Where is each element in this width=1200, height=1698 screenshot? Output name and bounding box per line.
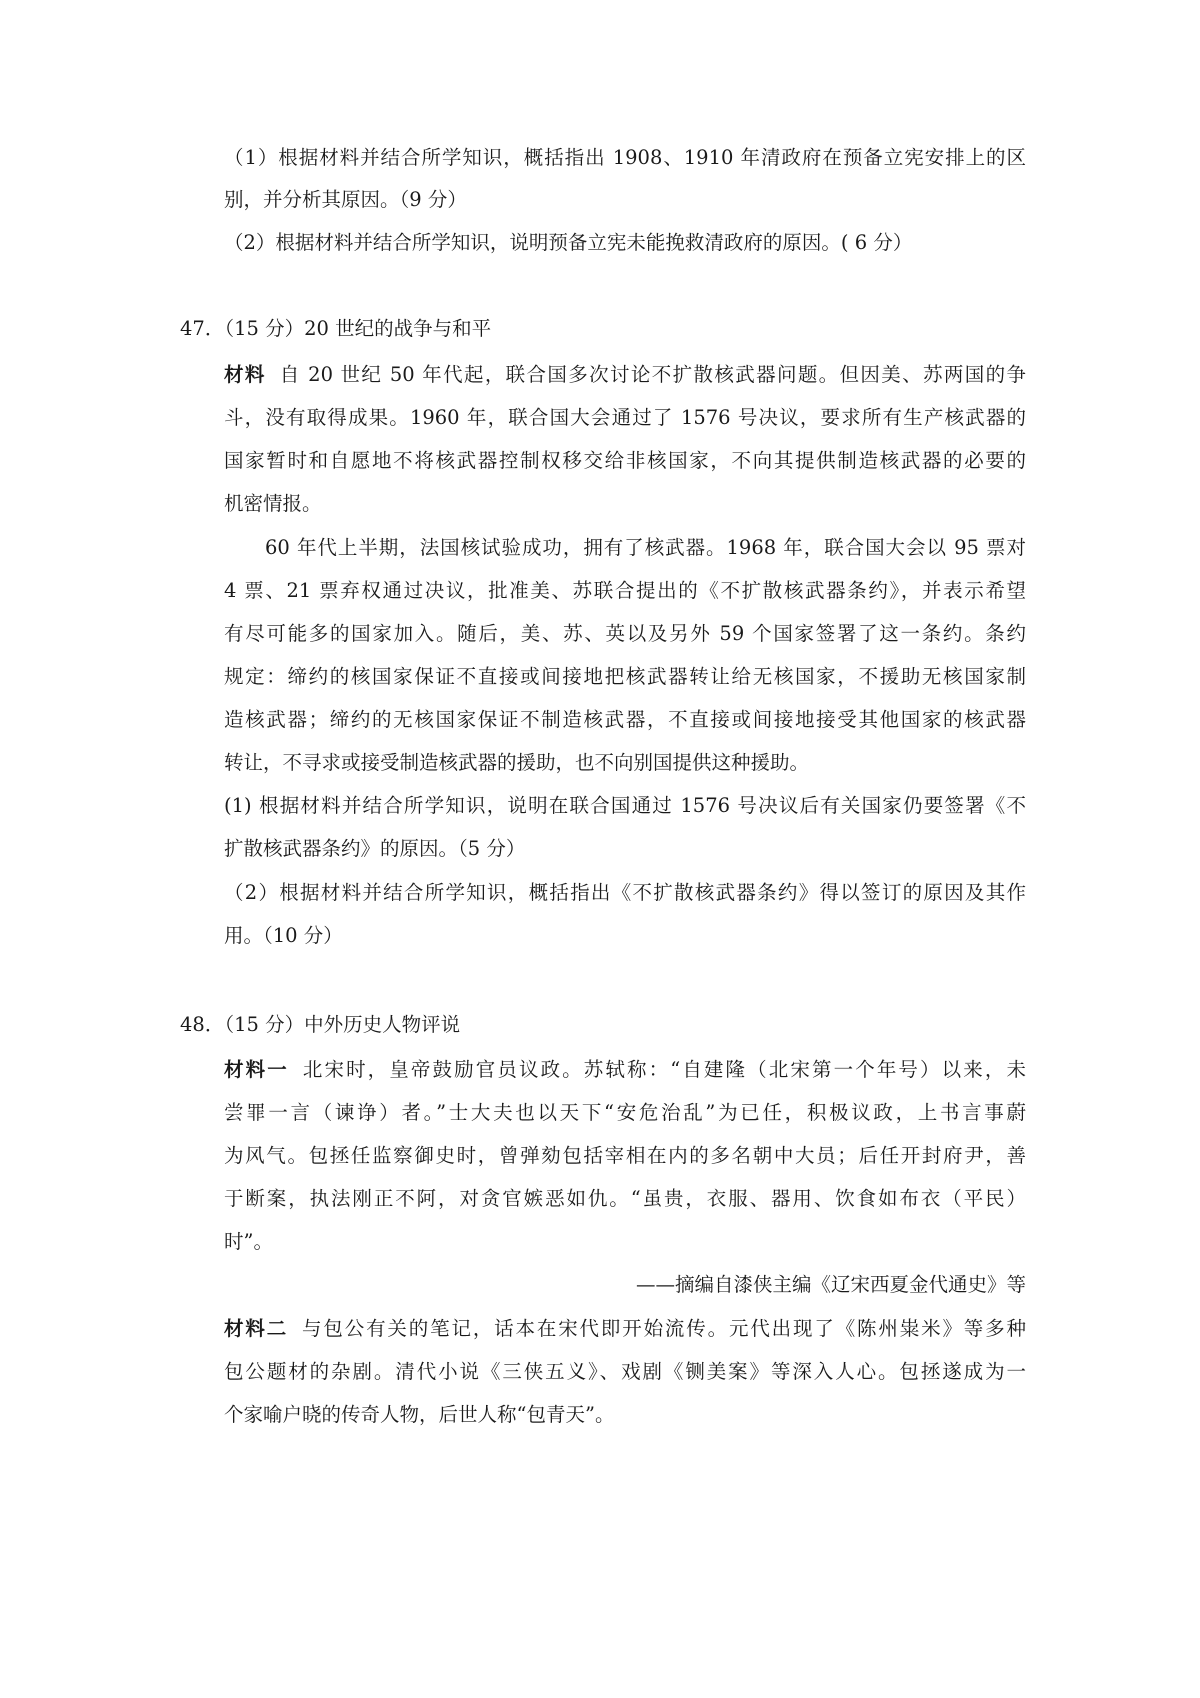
q47-material-p2-line4: 规定：缔约的核国家保证不直接或间接地把核武器转让给无核国家，不援助无核国家制 (224, 665, 1026, 688)
q48-material1-line2: 尝罪一言（谏诤）者。”士大夫也以天下“安危治乱”为已任，积极议政，上书言事蔚 (224, 1101, 1026, 1124)
q47-material-line1 (224, 361, 1026, 389)
q46-sub1-line2: 别，并分析其原因。（9 分） (224, 188, 467, 211)
q48-material2-line1 (224, 1315, 1026, 1343)
q47-material-text: 自 20 世纪 50 年代起，联合国多次讨论不扩散核武器问题。但因美、苏两国的争 (279, 363, 1026, 386)
q48-material1-line3: 为风气。包拯任监察御史时，曾弹劾包括宰相在内的多名朝中大员；后任开封府尹，善 (224, 1144, 1026, 1167)
q48-material2-line3: 个家喻户晓的传奇人物，后世人称“包青天”。 (224, 1403, 615, 1426)
q48-material1-label: 材料一 (224, 1058, 289, 1081)
q48-material2-line2: 包公题材的杂剧。清代小说《三侠五义》、戏剧《铡美案》等深入人心。包拯遂成为一 (224, 1360, 1026, 1383)
q47-material-p2-line6: 转让，不寻求或接受制造核武器的援助，也不向别国提供这种援助。 (224, 751, 810, 774)
q48-heading: 48．（15 分）中外历史人物评说 (180, 1013, 461, 1036)
q47-material-p2-line3: 有尽可能多的国家加入。随后，美、苏、英以及另外 59 个国家签署了这一条约。条约 (224, 622, 1026, 645)
q46-sub2-line1: （2）根据材料并结合所学知识，说明预备立宪未能挽救清政府的原因。( 6 分） (224, 231, 913, 254)
q46-sub1-line1: （1）根据材料并结合所学知识，概括指出 1908、1910 年清政府在预备立宪安排上的区 (224, 146, 1026, 169)
q47-material-label: 材料 (224, 363, 266, 386)
q48-material1-line5: 时”。 (224, 1230, 273, 1253)
q47-material-line2: 斗，没有取得成果。1960 年，联合国大会通过了 1576 号决议，要求所有生产核武器的 (224, 406, 1026, 429)
q48-material1-line1 (224, 1056, 1026, 1084)
q47-heading: 47．（15 分）20 世纪的战争与和平 (180, 317, 492, 340)
q47-sub2-line2: 用。（10 分） (224, 924, 343, 947)
q48-material2-label: 材料二 (224, 1317, 289, 1340)
q48-material1-source: ——摘编自漆侠主编《辽宋西夏金代通史》等 (635, 1273, 1026, 1296)
q47-material-line4: 机密情报。 (224, 492, 322, 515)
q48-material2-text: 与包公有关的笔记，话本在宋代即开始流传。元代出现了《陈州粜米》等多种 (302, 1317, 1026, 1340)
q48-material1-line4: 于断案，执法刚正不阿，对贪官嫉恶如仇。“虽贵，衣服、器用、饮食如布衣（平民） (224, 1187, 1026, 1210)
q47-sub1-line1: (1) 根据材料并结合所学知识，说明在联合国通过 1576 号决议后有关国家仍要签署《不 (224, 794, 1026, 817)
q47-material-line3: 国家暂时和自愿地不将核武器控制权移交给非核国家，不向其提供制造核武器的必要的 (224, 449, 1026, 472)
q48-material1-text: 北宋时，皇帝鼓励官员议政。苏轼称：“自建隆（北宋第一个年号）以来，未 (302, 1058, 1026, 1081)
q47-material-p2-line2: 4 票、21 票弃权通过决议，批准美、苏联合提出的《不扩散核武器条约》，并表示希望 (224, 579, 1026, 602)
q47-material-p2-line5: 造核武器；缔约的无核国家保证不制造核武器，不直接或间接地接受其他国家的核武器 (224, 708, 1026, 731)
q47-sub1-line2: 扩散核武器条约》的原因。（5 分） (224, 837, 526, 860)
q47-sub2-line1: （2）根据材料并结合所学知识，概括指出《不扩散核武器条约》得以签订的原因及其作 (224, 881, 1026, 904)
q47-material-p2-line1: 60 年代上半期，法国核试验成功，拥有了核武器。1968 年，联合国大会以 95 票对 (265, 536, 1026, 559)
